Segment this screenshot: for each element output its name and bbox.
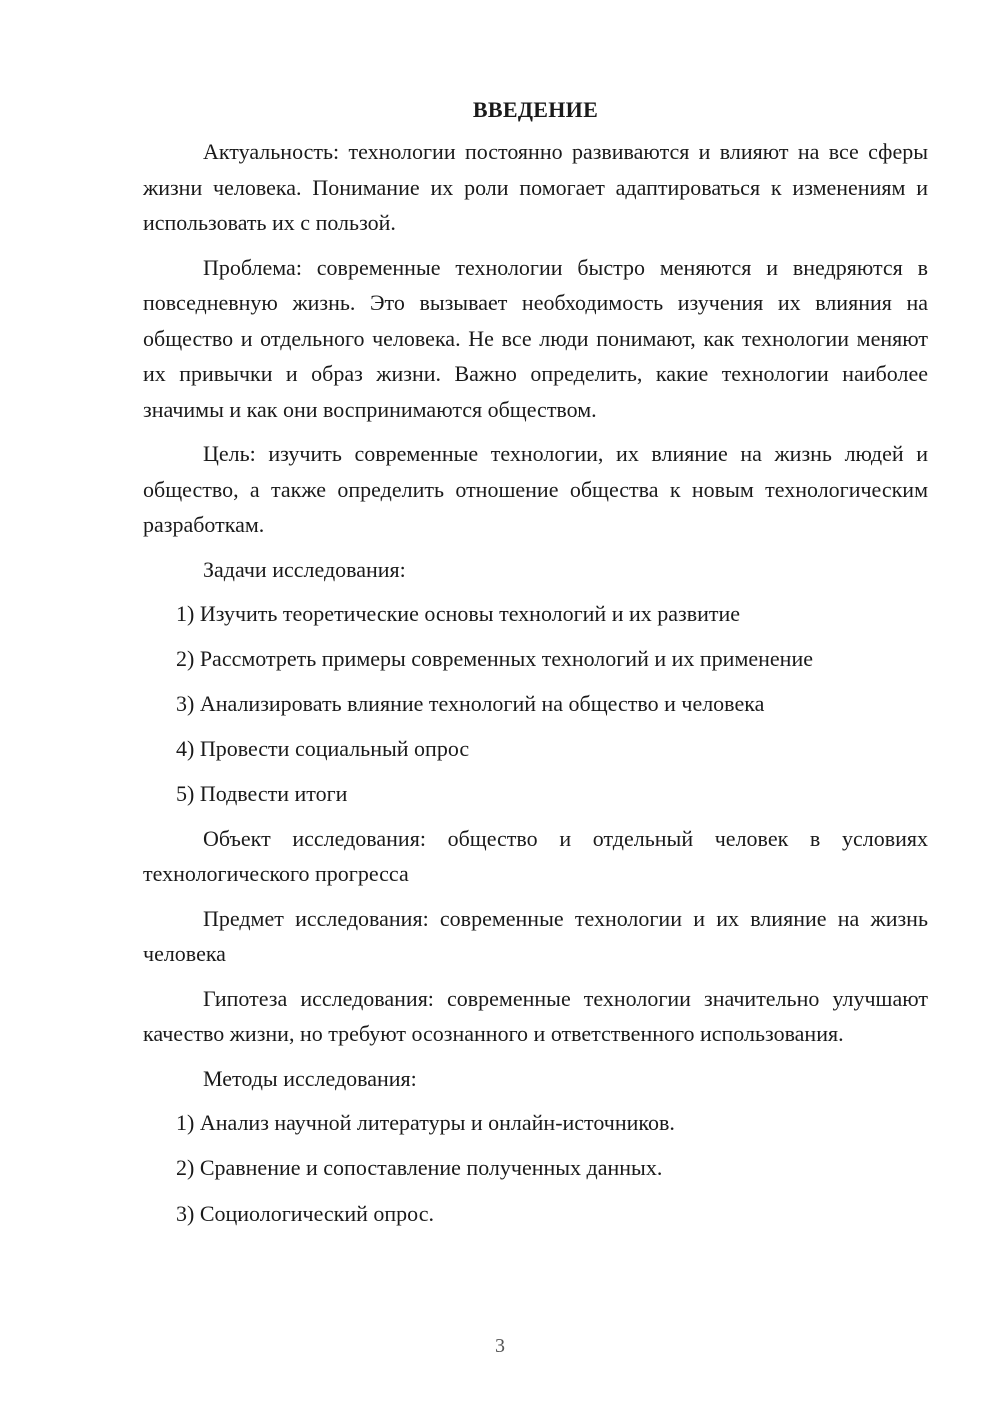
page-content (143, 92, 928, 1240)
task-item: 4) Провести социальный опрос (176, 736, 470, 762)
task-item: 1) Изучить теоретические основы технологий и их развитие (176, 601, 741, 626)
object-paragraph: Объект исследования: общество и отдельный человек в условиях технологического прогресса (143, 825, 928, 887)
method-item: 1) Анализ научной литературы и онлайн-источников. (176, 1110, 675, 1136)
hypothesis-paragraph: Гипотеза исследования: современные технологии значительно улучшают качество жизни, но требуют осознанного и ответственного использования. (143, 985, 928, 1047)
goal-paragraph: Цель: изучить современные технологии, их влияние на жизнь людей и общество, а также определить отношение общества к новым технологическим разработкам. (143, 441, 928, 537)
methods-list (143, 1105, 928, 1231)
task-item: 3) Анализировать влияние технологий на общество и человека (176, 691, 765, 717)
tasks-list (143, 596, 928, 812)
methods-heading: Методы исследования: (203, 1065, 417, 1091)
task-item: 5) Подвести итоги (176, 781, 348, 807)
method-item: 3) Социологический опрос. (176, 1200, 434, 1226)
method-item: 2) Сравнение и сопоставление полученных данных. (176, 1155, 663, 1181)
relevance-paragraph: Актуальность: технологии постоянно развиваются и влияют на все сферы жизни человека. Понимание их роли помогает адаптироваться к изменениям и использовать их с пользой. (143, 139, 928, 235)
page-title: ВВЕДЕНИЕ (472, 97, 599, 122)
subject-paragraph: Предмет исследования: современные технологии и их влияние на жизнь человека (143, 905, 928, 967)
page-number: 3 (495, 1335, 505, 1357)
tasks-heading: Задачи исследования: (203, 556, 406, 582)
problem-paragraph: Проблема: современные технологии быстро меняются и внедряются в повседневную жизнь. Это вызывает необходимость изучения их влияния на общество и отдельного человека. Не все люди понимают, как технологии меняют их привычки и образ жизни. Важно определить, какие технологии наиболее значимы и как они воспринимаются обществом. (143, 254, 928, 422)
task-item: 2) Рассмотреть примеры современных технологий и их применение (176, 646, 813, 672)
